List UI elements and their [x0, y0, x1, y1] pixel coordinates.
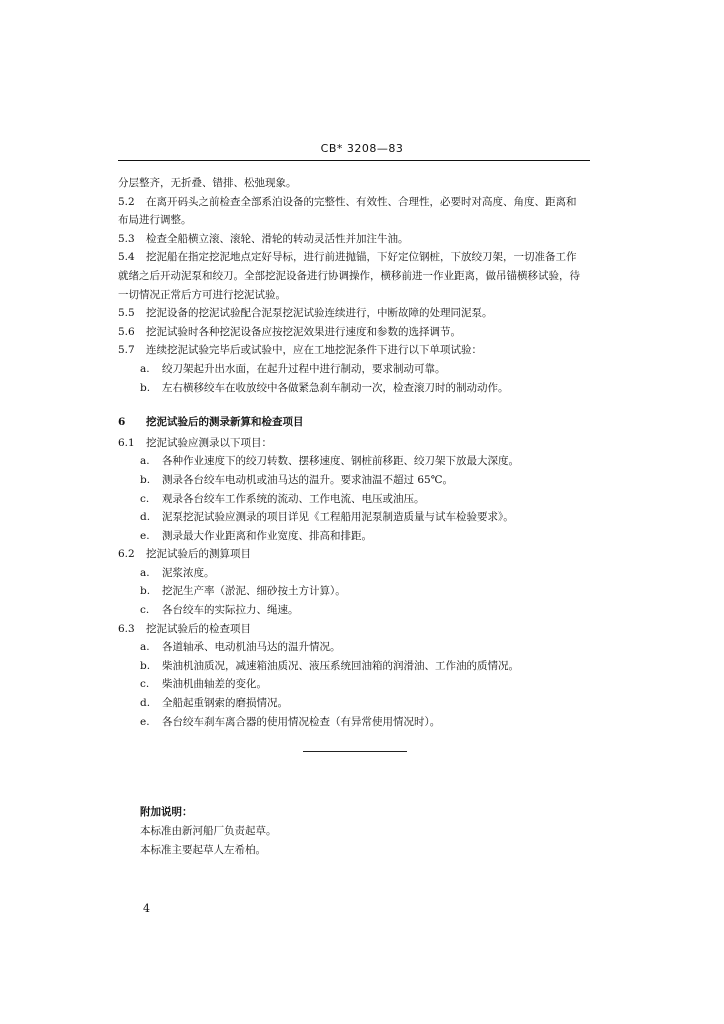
- item-text: 挖泥试验时各种挖泥设备应按挖泥效果进行速度和参数的选择调节。: [146, 325, 461, 338]
- sub-item-letter: e.: [140, 529, 150, 542]
- item-6-1: [118, 434, 590, 453]
- item-number: 6.2: [118, 548, 135, 561]
- sub-item-letter: a.: [140, 455, 150, 468]
- item-number: 5.4: [118, 251, 135, 264]
- sub-item-6-1-b: [118, 471, 590, 490]
- sub-item-6-3-e: [118, 713, 590, 732]
- item-6-2: [118, 545, 590, 564]
- item-number: 5.5: [118, 307, 135, 320]
- section-number: 6: [118, 416, 126, 429]
- sub-item-6-2-a: [118, 564, 590, 583]
- sub-item-text: 测录最大作业距离和作业宽度、排高和排距。: [162, 529, 372, 542]
- item-number: 6.3: [118, 622, 135, 635]
- sub-item-text: 柴油机曲轴差的变化。: [162, 678, 267, 691]
- sub-item-letter: d.: [140, 511, 151, 524]
- sub-item-text: 各种作业速度下的绞刀转数、摆移速度、钢桩前移距、绞刀架下放最大深度。: [162, 455, 519, 468]
- notes-line: 本标准主要起草人左希柏。: [140, 844, 266, 856]
- sub-item-text: 柴油机油质况，减速箱油质况、液压系统回油箱的润滑油、工作油的质情况。: [162, 659, 519, 672]
- sub-item-text: 各台绞车的实际拉力、绳速。: [162, 604, 299, 617]
- additional-notes: [140, 803, 277, 860]
- item-number: 5.2: [118, 195, 135, 208]
- sub-item-letter: d.: [140, 697, 151, 710]
- sub-item-letter: c.: [140, 678, 150, 691]
- sub-item-text: 测录各台绞车电动机或油马达的温升。要求油温不超过 65℃。: [162, 473, 453, 486]
- sub-item-5-7-a: [118, 360, 590, 379]
- sub-item-text: 各台绞车刹车离合器的使用情况检查（有异常使用情况时）。: [162, 715, 441, 728]
- sub-item-6-1-c: [118, 490, 590, 509]
- sub-item-6-2-c: [118, 601, 590, 620]
- item-5-6: [118, 323, 590, 342]
- end-of-text-rule: [303, 751, 407, 752]
- item-6-3: [118, 620, 590, 639]
- sub-item-text: 全船起重钢索的磨损情况。: [162, 697, 288, 710]
- sub-item-6-1-a: [118, 452, 590, 471]
- section-title: 挖泥试验后的测录新算和检查项目: [146, 416, 304, 429]
- sub-item-6-3-c: [118, 675, 590, 694]
- notes-line: 本标准由新河船厂负责起草。: [140, 825, 277, 837]
- sub-item-letter: b.: [140, 473, 151, 486]
- item-text: 挖泥设备的挖泥试验配合泥泵挖泥试验连续进行，中断故障的处理同泥泵。: [146, 307, 493, 320]
- item-continuation: 就绪之后开动泥泵和绞刀。全部挖泥设备进行协调操作，横移前进一作业距离，做吊锚横移试验，待一切情况正常后方可进行挖泥试验。: [118, 269, 580, 301]
- item-text: 在离开码头之前检查全部系泊设备的完整性、有效性、合理性，必要时对高度、角度、距离和: [146, 195, 577, 208]
- item-text: 检查全船横立滚、滚轮、滑轮的转动灵活性并加注牛油。: [146, 232, 409, 245]
- continuation-line: 分层整齐，无折叠、错排、松弛现象。: [118, 177, 297, 189]
- document-body: [118, 174, 590, 731]
- sub-item-text: 泥泵挖泥试验应测录的项目详见《工程船用泥泵制造质量与试车检验要求》。: [162, 511, 514, 524]
- sub-item-6-3-d: [118, 694, 590, 713]
- page-number: 4: [143, 902, 150, 915]
- sub-item-6-3-a: [118, 638, 590, 657]
- item-text: 挖泥船在指定挖泥地点定好导标，进行前进抛锚，下好定位钢桩，下放绞刀架，一切准备工作: [146, 251, 577, 264]
- item-5-3: [118, 230, 590, 249]
- item-5-2: [118, 193, 590, 230]
- sub-item-5-7-b: [118, 379, 590, 398]
- header-rule: [118, 160, 590, 161]
- sub-item-letter: b.: [140, 381, 151, 394]
- notes-title: 附加说明：: [140, 806, 193, 818]
- item-5-7: [118, 341, 590, 360]
- sub-item-text: 泥浆浓度。: [162, 566, 215, 579]
- standard-number-header: CB* 3208—83: [320, 142, 404, 155]
- sub-item-letter: c.: [140, 492, 150, 505]
- sub-item-letter: a.: [140, 566, 150, 579]
- item-text: 连续挖泥试验完毕后或试验中，应在工地挖泥条件下进行以下单项试验：: [146, 344, 482, 357]
- sub-item-letter: c.: [140, 604, 150, 617]
- item-text: 挖泥试验应测录以下项目：: [146, 436, 272, 449]
- sub-item-6-1-e: [118, 527, 590, 546]
- item-number: 6.1: [118, 436, 135, 449]
- item-number: 5.6: [118, 325, 135, 338]
- sub-item-6-2-b: [118, 582, 590, 601]
- sub-item-text: 观录各台绞车工作系统的流动、工作电流、电压或油压。: [162, 492, 425, 505]
- sub-item-letter: b.: [140, 585, 151, 598]
- item-continuation: 布局进行调整。: [118, 214, 192, 227]
- sub-item-text: 挖泥生产率（淤泥、细砂按土方计算）。: [162, 585, 346, 598]
- sub-item-letter: e.: [140, 715, 150, 728]
- sub-item-6-1-d: [118, 508, 590, 527]
- sub-item-letter: a.: [140, 641, 150, 654]
- sub-item-letter: a.: [140, 362, 150, 375]
- sub-item-6-3-b: [118, 657, 590, 676]
- sub-item-letter: b.: [140, 659, 151, 672]
- item-5-5: [118, 304, 590, 323]
- section-6-heading: [118, 413, 590, 432]
- item-number: 5.3: [118, 232, 135, 245]
- item-text: 挖泥试验后的检查项目: [146, 622, 251, 635]
- item-text: 挖泥试验后的测算项目: [146, 548, 251, 561]
- sub-item-text: 左右横移绞车在收放绞中各做紧急刹车制动一次，检查滚刀时的制动动作。: [162, 381, 509, 394]
- item-number: 5.7: [118, 344, 135, 357]
- sub-item-text: 绞刀架起升出水面，在起升过程中进行制动，要求制动可靠。: [162, 362, 446, 375]
- sub-item-text: 各道轴承、电动机油马达的温升情况。: [162, 641, 341, 654]
- item-5-4: [118, 248, 590, 304]
